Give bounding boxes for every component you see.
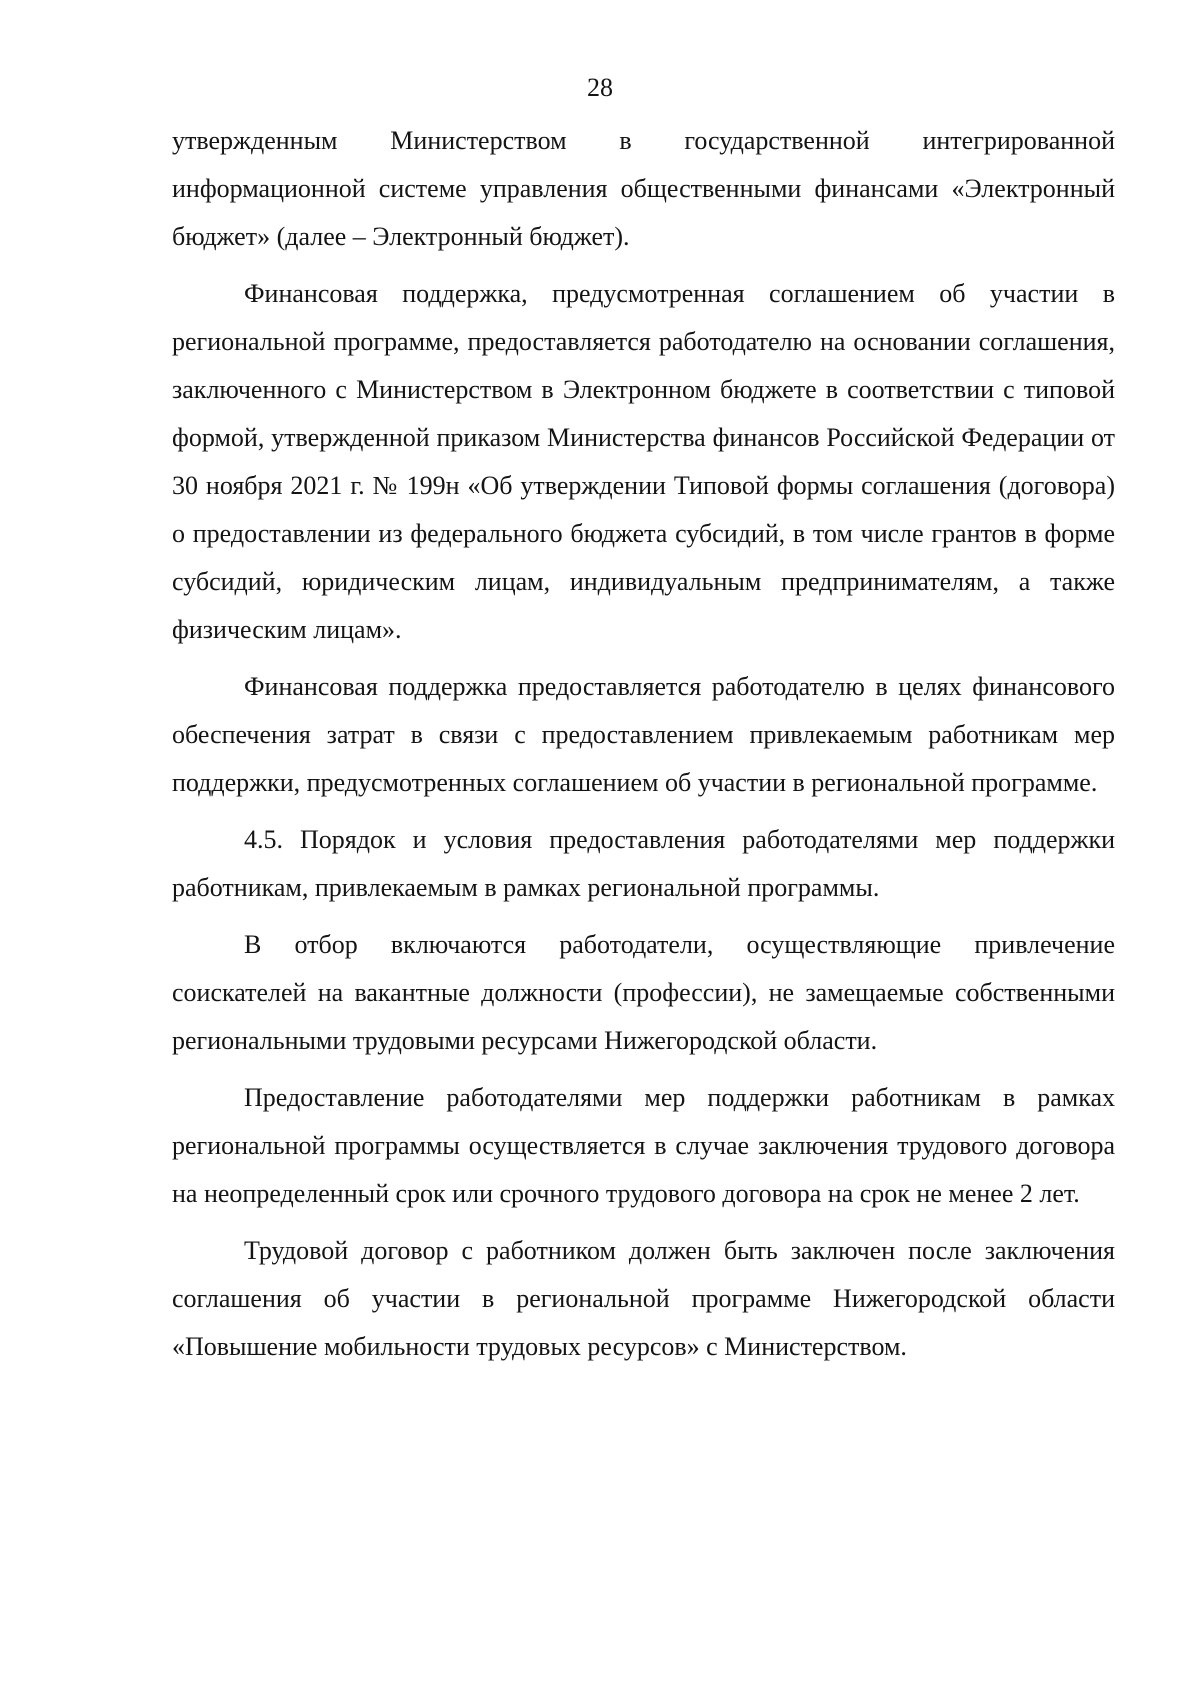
- paragraph-support-conditions: Предоставление работодателями мер поддержки работникам в рамках региональной программы осуществляется в случае заключения трудового договора на неопределенный срок или срочного трудового договора на срок не менее 2 лет.: [172, 1083, 1115, 1208]
- paragraph-section-4-5: 4.5. Порядок и условия предоставления работодателями мер поддержки работникам, привлекаемым в рамках региональной программы.: [172, 825, 1115, 902]
- paragraph-financial-support-agreement: Финансовая поддержка, предусмотренная соглашением об участии в региональной программе, предоставляется работодателю на основании соглашения, заключенного с Министерством в Электронном бюджете в соответствии с типовой формой, утвержденной приказом Министерства финансов Российской Федерации от 30 ноября 2021 г. № 199н «Об утверждении Типовой формы соглашения (договора) о предоставлении из федерального бюджета субсидий, в том числе грантов в форме субсидий, юридическим лицам, индивидуальным предпринимателям, а также физическим лицам».: [172, 279, 1115, 644]
- page-number: 28: [587, 73, 613, 102]
- paragraph-employment-contract: Трудовой договор с работником должен быть заключен после заключения соглашения об участии в региональной программе Нижегородской области «Повышение мобильности трудовых ресурсов» с Министерством.: [172, 1236, 1115, 1361]
- paragraph-employer-selection: В отбор включаются работодатели, осуществляющие привлечение соискателей на вакантные должности (профессии), не замещаемые собственными региональными трудовыми ресурсами Нижегородской области.: [172, 930, 1115, 1055]
- paragraph-financial-support-purpose: Финансовая поддержка предоставляется работодателю в целях финансового обеспечения затрат в связи с предоставлением привлекаемым работникам мер поддержки, предусмотренных соглашением об участии в региональной программе.: [172, 672, 1115, 797]
- paragraph-continuation: утвержденным Министерством в государственной интегрированной информационной системе управления общественными финансами «Электронный бюджет» (далее – Электронный бюджет).: [172, 126, 1115, 251]
- document-body: [172, 117, 1115, 1380]
